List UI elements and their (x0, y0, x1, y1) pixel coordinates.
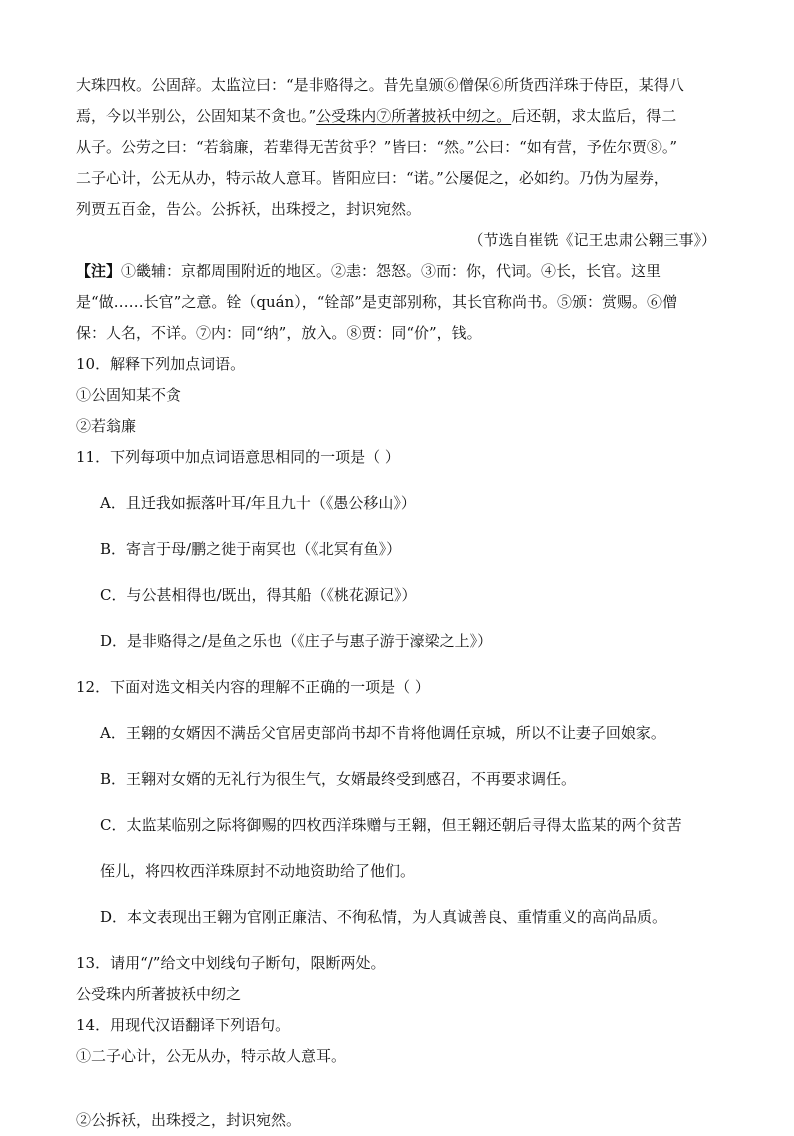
question-13-stem: 13．请用“/”给文中划线句子断句，限断两处。 (76, 954, 386, 972)
underlined-sentence (316, 107, 511, 125)
question-13-sentence: 公受珠内所著披袄中纫之 (76, 985, 242, 1003)
passage-line-2 (76, 101, 726, 132)
question-12-option-d: D．本文表现出王翱为官刚正廉洁、不徇私情，为人真诚善良、重情重义的高尚品质。 (100, 908, 668, 926)
question-12-option-c: C．太监某临别之际将御赐的四枚西洋珠赠与王翱，但王翱还朝后寻得太监某的两个贫苦 (100, 816, 682, 834)
text: 焉，今以半别公，公固知某不贪也。” (76, 107, 317, 125)
passage-line-3: 从子。公劳之曰：“若翁廉，若辈得无苦贫乎？”皆曰：“然。”公曰：“如有营，予佐尔贾⑧。” (76, 138, 678, 156)
question-12-option-c-cont: 侄儿，将四枚西洋珠原封不动地资助给了他们。 (100, 862, 416, 880)
passage-line-4: 二子心计，公无从办，特示故人意耳。皆阳应曰：“诺。”公屡促之，必如约。乃伪为屋券， (76, 169, 669, 187)
answer-space (76, 1072, 726, 1105)
notes-line-1 (76, 256, 726, 287)
passage-source: （节选自崔铣《记王忠肃公翱三事》） (468, 231, 716, 249)
notes-line-2: 是“做……长官”之意。铨（quán），“铨部”是吏部别称，其长官称尚书。⑤颁：赏赐。⑥僧 (76, 293, 678, 311)
text: 所著披袄中纫之。 (391, 107, 512, 125)
text: 后还朝，求太监后，得二 (511, 107, 677, 125)
document-page (76, 70, 726, 1136)
question-11-stem: 11．下列每项中加点词语意思相同的一项是（ ） (76, 448, 400, 466)
text: ①畿辅：京都周围附近的地区。②恚：怨怒。③而：你，代词。④长，长官。这里 (121, 262, 662, 280)
text: 大珠四枚。公固辞。太监泣曰：“是非赂得之。昔先皇颁 (76, 76, 444, 94)
question-10-item-1: ①公固知某不贪 (76, 386, 182, 404)
note-marker: ⑥ (488, 76, 504, 94)
notes-label: 【注】 (76, 262, 122, 280)
question-12-option-a: A．王翱的女婿因不满岳父官居吏部尚书却不肯将他调任京城，所以不让妻子回娘家。 (100, 724, 666, 742)
note-marker: ⑦ (376, 107, 392, 125)
note-marker: ⑥ (443, 76, 459, 94)
question-11-option-d: D．是非赂得之/是鱼之乐也（《庄子与惠子游于濠梁之上》） (100, 632, 493, 650)
text: 僧保 (458, 76, 489, 94)
question-11-option-b: B．寄言于母/鹏之徙于南冥也（《北冥有鱼》） (100, 540, 402, 558)
question-14-item-2: ②公拆袄，出珠授之，封识宛然。 (76, 1111, 302, 1129)
question-10-stem: 10．解释下列加点词语。 (76, 355, 246, 373)
text: 所货西洋珠于侍臣，某得八 (503, 76, 684, 94)
question-12-option-b: B．王翱对女婿的无礼行为很生气，女婿最终受到感召，不再要求调任。 (100, 770, 577, 788)
question-10-item-2: ②若翁廉 (76, 417, 137, 435)
text: 公受珠内 (316, 107, 377, 125)
question-14-item-1: ①二子心计，公无从办，特示故人意耳。 (76, 1047, 347, 1065)
passage-line-5: 列贾五百金，告公。公拆袄，出珠授之，封识宛然。 (76, 200, 422, 218)
passage-line-1 (76, 70, 726, 101)
question-14-stem: 14．用现代汉语翻译下列语句。 (76, 1016, 291, 1034)
question-11-option-c: C．与公甚相得也/既出，得其船（《桃花源记》） (100, 586, 417, 604)
notes-line-3: 保：人名，不详。⑦内：同“纳”，放入。⑧贾：同“价”，钱。 (76, 324, 482, 342)
question-12-stem: 12．下面对选文相关内容的理解不正确的一项是（ ） (76, 678, 430, 696)
question-11-option-a: A．且迁我如振落叶耳/年且九十（《愚公移山》） (100, 494, 416, 512)
